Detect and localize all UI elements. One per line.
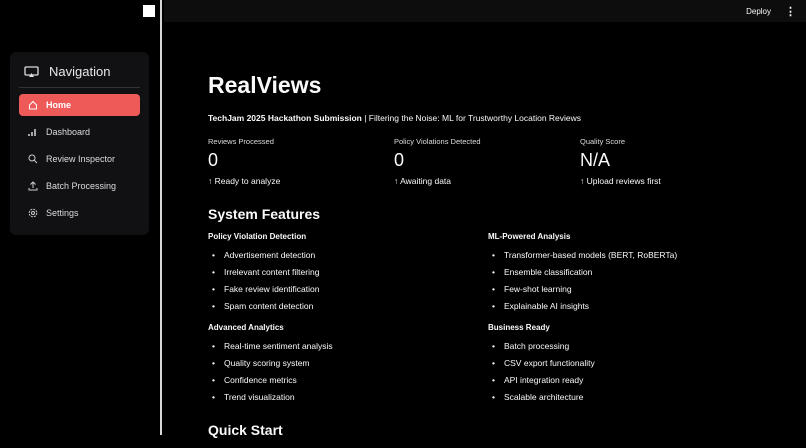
nav-item-label: Home <box>46 100 72 110</box>
metric-label: Quality Score <box>580 137 626 146</box>
upload-icon <box>28 181 38 191</box>
top-bar <box>164 0 806 22</box>
list-item: • Spam content detection <box>208 301 488 311</box>
metric-delta: ↑ Ready to analyze <box>208 176 281 186</box>
feature-list <box>208 341 488 402</box>
navigation-panel <box>10 52 149 235</box>
nav-item-dashboard[interactable] <box>19 121 140 143</box>
metric-label: Policy Violations Detected <box>394 137 481 146</box>
sidebar-collapse-button[interactable] <box>143 5 155 17</box>
list-item: • Explainable AI insights <box>488 301 768 311</box>
search-icon <box>28 154 38 164</box>
subtitle <box>208 113 768 123</box>
main-content <box>208 72 768 448</box>
subtitle-rest: | Filtering the Noise: ML for Trustworthy Location Reviews <box>361 113 582 123</box>
subtitle-bold: TechJam 2025 Hackathon Submission <box>208 113 362 123</box>
list-item: • CSV export functionality <box>488 358 768 368</box>
list-item: • Fake review identification <box>208 284 488 294</box>
metric-quality-score <box>580 137 766 186</box>
nav-item-label: Dashboard <box>46 127 91 137</box>
feature-list <box>488 341 768 402</box>
list-item: • Few-shot learning <box>488 284 768 294</box>
metric-policy-violations <box>394 137 580 186</box>
list-item: • API integration ready <box>488 375 768 385</box>
list-item: • Advertisement detection <box>208 250 488 260</box>
list-item: • Real-time sentiment analysis <box>208 341 488 351</box>
feature-group-title: Advanced Analytics <box>208 323 284 332</box>
metric-value: 0 <box>208 150 219 170</box>
list-item: • Scalable architecture <box>488 392 768 402</box>
list-item: • Quality scoring system <box>208 358 488 368</box>
features-column-right <box>488 232 768 414</box>
feature-group-title: Business Ready <box>488 323 550 332</box>
sidebar <box>0 0 162 435</box>
feature-list <box>208 250 488 311</box>
page-title: RealViews <box>208 72 322 98</box>
metric-delta: ↑ Awaiting data <box>394 176 452 186</box>
metric-label: Reviews Processed <box>208 137 274 146</box>
metric-value: N/A <box>580 150 611 170</box>
deploy-button[interactable]: Deploy <box>746 6 771 16</box>
nav-item-review-inspector[interactable] <box>19 148 140 170</box>
nav-title: Navigation <box>49 64 111 79</box>
features-grid <box>208 232 768 414</box>
features-heading: System Features <box>208 206 321 222</box>
chart-icon <box>28 127 38 137</box>
metric-delta: ↑ Upload reviews first <box>580 176 661 186</box>
list-item: • Ensemble classification <box>488 267 768 277</box>
nav-item-settings[interactable] <box>19 202 140 224</box>
feature-group-title: Policy Violation Detection <box>208 232 307 241</box>
nav-item-label: Batch Processing <box>46 181 117 191</box>
feature-list <box>488 250 768 311</box>
list-item: • Batch processing <box>488 341 768 351</box>
list-item: • Transformer-based models (BERT, RoBERTa) <box>488 250 768 260</box>
more-menu-icon[interactable]: ⋮ <box>785 5 796 18</box>
nav-item-label: Review Inspector <box>46 154 116 164</box>
metric-reviews-processed <box>208 137 394 186</box>
list-item: • Irrelevant content filtering <box>208 267 488 277</box>
nav-item-home[interactable] <box>19 94 140 116</box>
metrics-row <box>208 137 768 186</box>
gear-icon <box>28 208 38 218</box>
quick-start-heading: Quick Start <box>208 422 283 438</box>
nav-item-batch-processing[interactable] <box>19 175 140 197</box>
nav-item-label: Settings <box>46 208 79 218</box>
list-item: • Confidence metrics <box>208 375 488 385</box>
nav-header <box>19 62 140 88</box>
monitor-icon <box>24 66 39 78</box>
feature-group-title: ML-Powered Analysis <box>488 232 571 241</box>
list-item: • Trend visualization <box>208 392 488 402</box>
home-icon <box>28 100 38 110</box>
features-column-left <box>208 232 488 414</box>
metric-value: 0 <box>394 150 405 170</box>
